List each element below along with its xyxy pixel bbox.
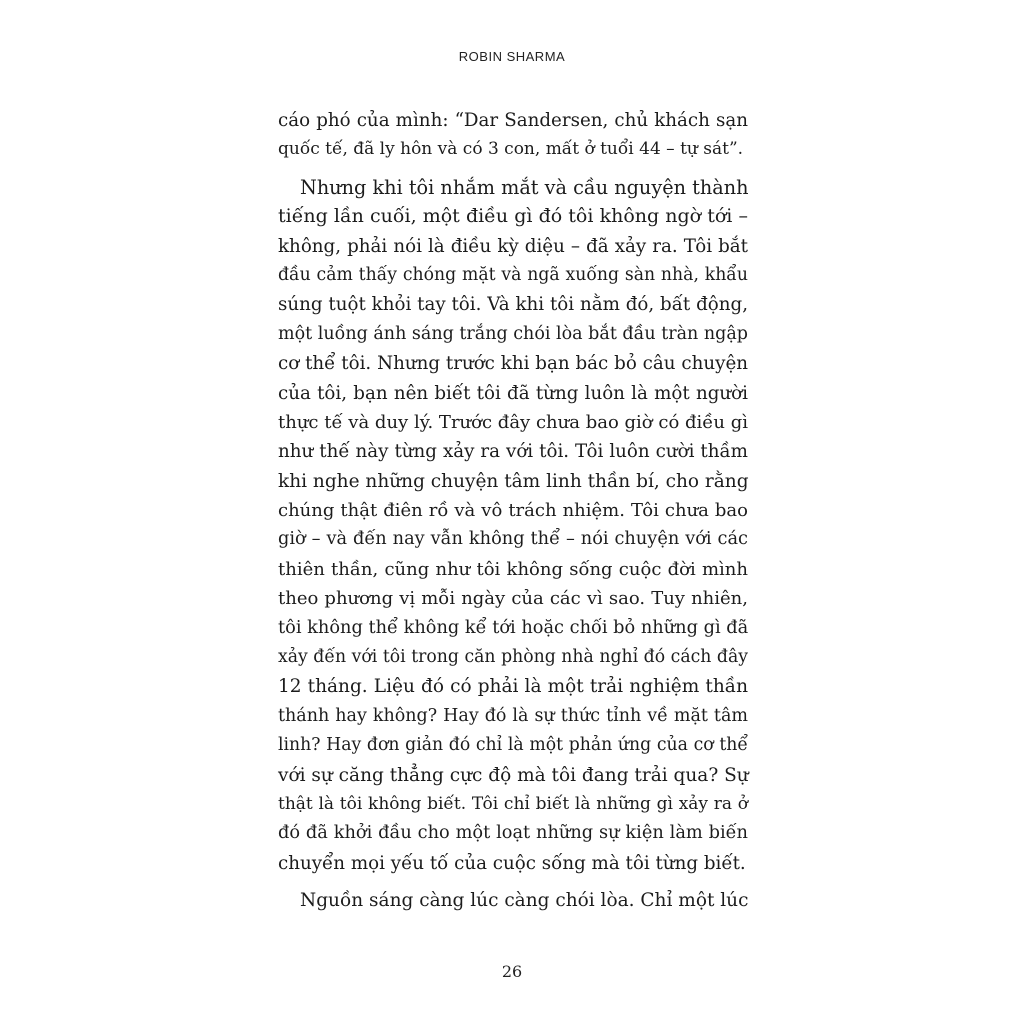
text-line: tôi không thể không kể tới hoặc chối bỏ những gì đã <box>278 617 749 638</box>
paragraph <box>278 173 748 878</box>
text-line: súng tuột khỏi tay tôi. Và khi tôi nằm đó, bất động, <box>278 294 748 316</box>
text-line: một luồng ánh sáng trắng chói lòa bắt đầu tràn ngập <box>278 323 748 344</box>
running-head: ROBIN SHARMA <box>458 49 566 64</box>
text-line: tiếng lần cuối, một điều gì đó tôi không ngờ tới – <box>278 205 748 228</box>
body-text <box>278 106 748 916</box>
text-line: quốc tế, đã ly hôn và có 3 con, mất ở tuổi 44 – tự sát”. <box>278 139 744 160</box>
text-line: khi nghe những chuyện tâm linh thần bí, cho rằng <box>278 470 749 492</box>
paragraph <box>278 886 748 915</box>
text-line: thực tế và duy lý. Trước đây chưa bao giờ có điều gì <box>278 411 748 433</box>
text-line: thánh hay không? Hay đó là sự thức tỉnh về mặt tâm <box>278 705 748 726</box>
text-line: theo phương vị mỗi ngày của các vì sao. Tuy nhiên, <box>278 588 748 610</box>
text-line: không, phải nói là điều kỳ diệu – đã xảy ra. Tôi bắt <box>278 235 748 257</box>
text-line: giờ – và đến nay vẫn không thể – nói chuyện với các <box>278 529 748 550</box>
text-line: với sự căng thẳng cực độ mà tôi đang trải qua? Sự <box>278 764 749 786</box>
text-line: đầu cảm thấy chóng mặt và ngã xuống sàn nhà, khẩu <box>278 264 748 285</box>
text-line: cáo phó của mình: “Dar Sandersen, chủ khách sạn <box>278 110 748 131</box>
text-line: 12 tháng. Liệu đó có phải là một trải nghiệm thần <box>278 676 748 698</box>
text-line: như thế này từng xảy ra với tôi. Tôi luôn cười thầm <box>278 441 748 463</box>
text-line: của tôi, bạn nên biết tôi đã từng luôn là một người <box>278 382 748 404</box>
text-line: thật là tôi không biết. Tôi chỉ biết là những gì xảy ra ở <box>278 793 748 814</box>
text-line: Nhưng khi tôi nhắm mắt và cầu nguyện thành <box>300 175 749 199</box>
text-line: chuyển mọi yếu tố của cuộc sống mà tôi từng biết. <box>278 852 746 874</box>
text-line: xảy đến với tôi trong căn phòng nhà nghỉ đó cách đây <box>278 647 748 668</box>
text-line: cơ thể tôi. Nhưng trước khi bạn bác bỏ câu chuyện <box>278 353 748 375</box>
text-line: đó đã khởi đầu cho một loạt những sự kiện làm biến <box>278 823 748 844</box>
paragraph <box>278 106 748 165</box>
text-line: thiên thần, cũng như tôi không sống cuộc đời mình <box>278 558 748 580</box>
page-number: 26 <box>501 962 523 981</box>
text-line: Nguồn sáng càng lúc càng chói lòa. Chỉ một lúc <box>300 890 749 912</box>
text-line: chúng thật điên rồ và vô trách nhiệm. Tôi chưa bao <box>278 500 748 522</box>
text-line: linh? Hay đơn giản đó chỉ là một phản ứng của cơ thể <box>278 735 748 756</box>
